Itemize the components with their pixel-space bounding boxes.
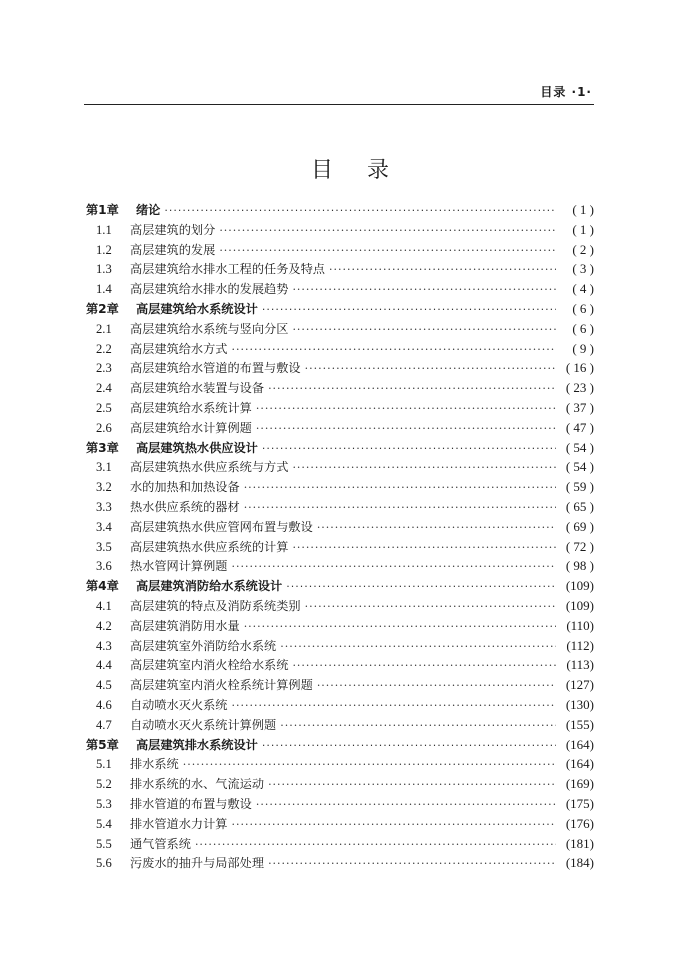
toc-section-entry[interactable] bbox=[86, 755, 594, 775]
entry-number: 3.2 bbox=[96, 480, 112, 495]
dot-leader bbox=[262, 442, 556, 455]
dot-leader bbox=[268, 382, 556, 395]
entry-number: 1.4 bbox=[96, 282, 112, 297]
dot-leader bbox=[232, 699, 557, 712]
entry-number: 4.3 bbox=[96, 638, 112, 653]
entry-number: 2.1 bbox=[96, 321, 112, 336]
entry-page-number: (176) bbox=[565, 815, 594, 831]
entry-page-number: ( 2 ) bbox=[572, 241, 594, 257]
entry-title: 高层建筑室内消火栓给水系统 bbox=[130, 658, 289, 673]
toc-section-entry[interactable] bbox=[86, 241, 594, 261]
toc-chapter-entry[interactable] bbox=[86, 577, 594, 597]
entry-number: 第5章 bbox=[86, 737, 119, 752]
entry-title: 热水管网计算例题 bbox=[130, 559, 228, 574]
toc-section-entry[interactable] bbox=[86, 656, 594, 676]
entry-title: 热水供应系统的器材 bbox=[130, 499, 240, 514]
entry-title: 高层建筑室外消防给水系统 bbox=[130, 638, 277, 653]
entry-title: 高层建筑的特点及消防系统类别 bbox=[130, 598, 301, 613]
dot-leader bbox=[232, 343, 557, 356]
entry-page-number: ( 69 ) bbox=[565, 518, 594, 534]
entry-number: 第2章 bbox=[86, 301, 119, 316]
dot-leader bbox=[232, 560, 557, 573]
entry-number: 4.1 bbox=[96, 598, 112, 613]
entry-number: 5.3 bbox=[96, 796, 112, 811]
entry-title: 自动喷水灭火系统 bbox=[130, 697, 228, 712]
entry-title: 排水系统 bbox=[130, 757, 179, 772]
dot-leader bbox=[232, 818, 557, 831]
entry-title: 高层建筑室内消火栓系统计算例题 bbox=[130, 678, 313, 693]
running-header bbox=[84, 80, 594, 105]
entry-number: 4.6 bbox=[96, 697, 112, 712]
entry-page-number: ( 72 ) bbox=[565, 538, 594, 554]
entry-number: 5.4 bbox=[96, 816, 112, 831]
dot-leader bbox=[317, 679, 556, 692]
dot-leader bbox=[280, 719, 556, 732]
entry-number: 5.2 bbox=[96, 777, 112, 792]
entry-number: 2.6 bbox=[96, 420, 112, 435]
dot-leader bbox=[305, 600, 556, 613]
entry-page-number: (175) bbox=[565, 795, 594, 811]
entry-title: 高层建筑的划分 bbox=[130, 222, 216, 237]
entry-number: 第1章 bbox=[86, 203, 119, 217]
entry-title: 高层建筑排水系统设计 bbox=[136, 737, 258, 752]
dot-leader bbox=[292, 461, 556, 474]
entry-page-number: (169) bbox=[565, 776, 594, 792]
toc-section-entry[interactable] bbox=[86, 359, 594, 379]
toc-section-entry[interactable] bbox=[86, 221, 594, 241]
entry-number: 5.5 bbox=[96, 836, 112, 851]
entry-title: 高层建筑消防用水量 bbox=[130, 618, 240, 633]
entry-title: 水的加热和加热设备 bbox=[130, 480, 240, 495]
header-text: 目录 ·1· bbox=[540, 85, 592, 99]
dot-leader bbox=[292, 659, 556, 672]
entry-title: 高层建筑给水系统设计 bbox=[136, 301, 258, 316]
entry-page-number: (184) bbox=[565, 855, 594, 871]
entry-title: 排水系统的水、气流运动 bbox=[130, 777, 265, 792]
entry-page-number: (110) bbox=[566, 617, 594, 633]
dot-leader bbox=[292, 283, 556, 296]
dot-leader bbox=[256, 402, 556, 415]
dot-leader bbox=[292, 541, 556, 554]
entry-page-number: ( 98 ) bbox=[565, 558, 594, 574]
entry-title: 高层建筑热水供应系统的计算 bbox=[130, 539, 289, 554]
entry-page-number: ( 3 ) bbox=[572, 261, 594, 277]
toc-section-entry[interactable] bbox=[86, 260, 594, 280]
toc-chapter-entry[interactable] bbox=[86, 300, 594, 320]
entry-page-number: ( 47 ) bbox=[565, 419, 594, 435]
page-title: 目录 bbox=[310, 158, 423, 183]
toc-section-entry[interactable] bbox=[86, 340, 594, 360]
entry-page-number: ( 23 ) bbox=[565, 380, 594, 396]
entry-number: 2.4 bbox=[96, 381, 112, 396]
entry-title: 绪论 bbox=[136, 203, 161, 217]
dot-leader bbox=[164, 204, 556, 217]
entry-page-number: (164) bbox=[565, 736, 594, 752]
entry-page-number: (155) bbox=[565, 716, 594, 732]
dot-leader bbox=[183, 758, 556, 771]
entry-page-number: ( 1 ) bbox=[572, 202, 594, 217]
entry-page-number: ( 16 ) bbox=[565, 360, 594, 376]
dot-leader bbox=[286, 580, 556, 593]
dot-leader bbox=[256, 798, 556, 811]
toc-section-entry[interactable] bbox=[86, 716, 594, 736]
toc-section-entry[interactable] bbox=[86, 637, 594, 657]
dot-leader bbox=[292, 323, 556, 336]
entry-title: 排水管道的布置与敷设 bbox=[130, 796, 252, 811]
entry-number: 2.3 bbox=[96, 361, 112, 376]
entry-page-number: ( 6 ) bbox=[572, 300, 594, 316]
entry-page-number: ( 4 ) bbox=[572, 281, 594, 297]
entry-number: 3.6 bbox=[96, 559, 112, 574]
toc-section-entry[interactable] bbox=[86, 775, 594, 795]
entry-page-number: (112) bbox=[566, 637, 594, 653]
toc-section-entry[interactable] bbox=[86, 617, 594, 637]
entry-number: 2.5 bbox=[96, 400, 112, 415]
entry-title: 排水管道水力计算 bbox=[130, 816, 228, 831]
toc-section-entry[interactable] bbox=[86, 399, 594, 419]
entry-number: 2.2 bbox=[96, 341, 112, 356]
toc-section-entry[interactable] bbox=[86, 696, 594, 716]
entry-title: 高层建筑给水系统计算 bbox=[130, 400, 252, 415]
dot-leader bbox=[244, 481, 556, 494]
entry-page-number: (109) bbox=[565, 578, 594, 594]
entry-page-number: (130) bbox=[565, 696, 594, 712]
entry-title: 高层建筑给水排水工程的任务及特点 bbox=[130, 262, 325, 277]
entry-title: 高层建筑热水供应设计 bbox=[136, 440, 258, 455]
entry-title: 自动喷水灭火系统计算例题 bbox=[130, 717, 277, 732]
dot-leader bbox=[305, 362, 556, 375]
entry-title: 高层建筑热水供应管网布置与敷设 bbox=[130, 519, 313, 534]
dot-leader bbox=[262, 303, 556, 316]
toc-section-entry[interactable] bbox=[86, 498, 594, 518]
toc-section-entry[interactable] bbox=[86, 676, 594, 696]
toc-section-entry[interactable] bbox=[86, 795, 594, 815]
entry-page-number: ( 59 ) bbox=[565, 479, 594, 495]
toc-section-entry[interactable] bbox=[86, 478, 594, 498]
dot-leader bbox=[280, 640, 556, 653]
entry-page-number: (109) bbox=[565, 597, 594, 613]
dot-leader bbox=[219, 244, 556, 257]
entry-title: 高层建筑给水系统与竖向分区 bbox=[130, 321, 289, 336]
toc-chapter-entry[interactable] bbox=[86, 736, 594, 756]
toc-section-entry[interactable] bbox=[86, 518, 594, 538]
dot-leader bbox=[268, 778, 556, 791]
entry-number: 5.6 bbox=[96, 856, 112, 871]
entry-number: 3.1 bbox=[96, 460, 112, 475]
entry-number: 3.4 bbox=[96, 519, 112, 534]
entry-page-number: ( 65 ) bbox=[565, 498, 594, 514]
entry-title: 高层建筑消防给水系统设计 bbox=[136, 579, 283, 594]
entry-title: 高层建筑给水计算例题 bbox=[130, 420, 252, 435]
dot-leader bbox=[256, 422, 556, 435]
toc-chapter-entry[interactable] bbox=[86, 439, 594, 459]
toc-chapter-entry[interactable] bbox=[86, 201, 594, 221]
entry-title: 高层建筑给水装置与设备 bbox=[130, 381, 265, 396]
entry-number: 4.5 bbox=[96, 678, 112, 693]
entry-page-number: (127) bbox=[565, 677, 594, 693]
entry-number: 5.1 bbox=[96, 757, 112, 772]
toc-section-entry[interactable] bbox=[86, 379, 594, 399]
dot-leader bbox=[195, 838, 556, 851]
entry-title: 高层建筑给水管道的布置与敷设 bbox=[130, 361, 301, 376]
entry-title: 通气管系统 bbox=[130, 836, 191, 851]
entry-number: 4.2 bbox=[96, 618, 112, 633]
toc-section-entry[interactable] bbox=[86, 320, 594, 340]
dot-leader bbox=[268, 857, 556, 870]
dot-leader bbox=[329, 263, 556, 276]
entry-page-number: ( 37 ) bbox=[565, 399, 594, 415]
entry-page-number: ( 6 ) bbox=[572, 320, 594, 336]
toc-section-entry[interactable] bbox=[86, 597, 594, 617]
entry-title: 高层建筑给水排水的发展趋势 bbox=[130, 282, 289, 297]
entry-number: 第4章 bbox=[86, 579, 119, 594]
entry-number: 1.1 bbox=[96, 222, 112, 237]
entry-number: 3.5 bbox=[96, 539, 112, 554]
entry-page-number: (181) bbox=[565, 835, 594, 851]
toc-section-entry[interactable] bbox=[86, 557, 594, 577]
entry-page-number: ( 9 ) bbox=[572, 340, 594, 356]
dot-leader bbox=[219, 224, 556, 237]
dot-leader bbox=[244, 620, 556, 633]
entry-page-number: (113) bbox=[566, 657, 594, 673]
entry-page-number: ( 1 ) bbox=[572, 221, 594, 237]
entry-page-number: (164) bbox=[565, 756, 594, 772]
toc-section-entry[interactable] bbox=[86, 280, 594, 300]
entry-number: 4.7 bbox=[96, 717, 112, 732]
entry-number: 第3章 bbox=[86, 440, 119, 455]
toc-section-entry[interactable] bbox=[86, 419, 594, 439]
dot-leader bbox=[317, 521, 556, 534]
dot-leader bbox=[244, 501, 556, 514]
entry-title: 污废水的抽升与局部处理 bbox=[130, 856, 265, 871]
entry-title: 高层建筑热水供应系统与方式 bbox=[130, 460, 289, 475]
entry-number: 1.2 bbox=[96, 242, 112, 257]
dot-leader bbox=[262, 739, 556, 752]
toc-section-entry[interactable] bbox=[86, 458, 594, 478]
toc-section-entry[interactable] bbox=[86, 835, 594, 855]
entry-page-number: ( 54 ) bbox=[565, 439, 594, 455]
entry-number: 1.3 bbox=[96, 262, 112, 277]
table-of-contents bbox=[86, 201, 594, 874]
entry-number: 3.3 bbox=[96, 499, 112, 514]
entry-number: 4.4 bbox=[96, 658, 112, 673]
entry-page-number: ( 54 ) bbox=[565, 459, 594, 475]
entry-title: 高层建筑给水方式 bbox=[130, 341, 228, 356]
toc-section-entry[interactable] bbox=[86, 538, 594, 558]
toc-section-entry[interactable] bbox=[86, 815, 594, 835]
entry-title: 高层建筑的发展 bbox=[130, 242, 216, 257]
toc-section-entry[interactable] bbox=[86, 854, 594, 874]
